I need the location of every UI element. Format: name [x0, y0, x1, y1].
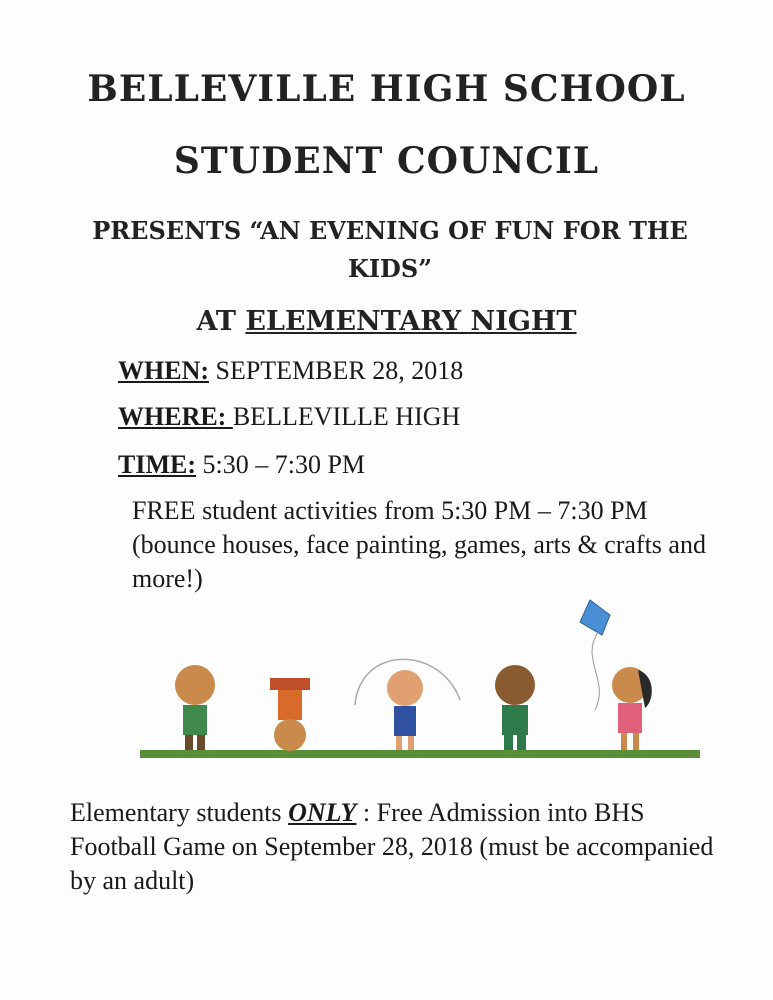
- where-label: WHERE:: [118, 402, 233, 431]
- grass-strip: [140, 750, 700, 758]
- where-value: BELLEVILLE HIGH: [232, 402, 461, 431]
- kite-icon: [580, 600, 610, 635]
- time-value: 5:30 – 7:30 PM: [196, 450, 366, 479]
- title-at: AT: [196, 306, 246, 337]
- when-value: SEPTEMBER 28, 2018: [209, 356, 464, 385]
- activities-text: FREE student activities from 5:30 PM – 7:30 PM (bounce houses, face painting, games, arts & crafts and more!): [132, 496, 706, 593]
- title-event-name: ELEMENTARY NIGHT: [245, 306, 577, 337]
- where-line: [118, 402, 460, 432]
- kid-2: [270, 678, 310, 751]
- footer-prefix: Elementary students: [70, 798, 289, 827]
- title-event: [0, 306, 773, 337]
- kids-illustration: [140, 590, 700, 770]
- footer-rest: : Free Admission into BHS Football Game on September 28, 2018 (must be accompanied by an adult): [70, 798, 714, 895]
- kite-string: [592, 632, 599, 710]
- when-label: WHEN:: [118, 356, 209, 385]
- time-label: TIME:: [118, 450, 196, 479]
- kid-4: [495, 665, 535, 750]
- kid-1: [175, 665, 215, 750]
- title-council: STUDENT COUNCIL: [173, 140, 600, 182]
- footer-text: [70, 796, 720, 898]
- when-line: [118, 356, 463, 386]
- kid-3: [355, 659, 460, 750]
- footer-emphasis: ONLY: [288, 798, 357, 827]
- time-line: [118, 450, 365, 480]
- kid-5: [612, 667, 652, 750]
- title-presents: PRESENTS “AN EVENING OF FUN FOR THE KIDS”: [92, 216, 688, 283]
- title-school: BELLEVILLE HIGH SCHOOL: [87, 68, 686, 110]
